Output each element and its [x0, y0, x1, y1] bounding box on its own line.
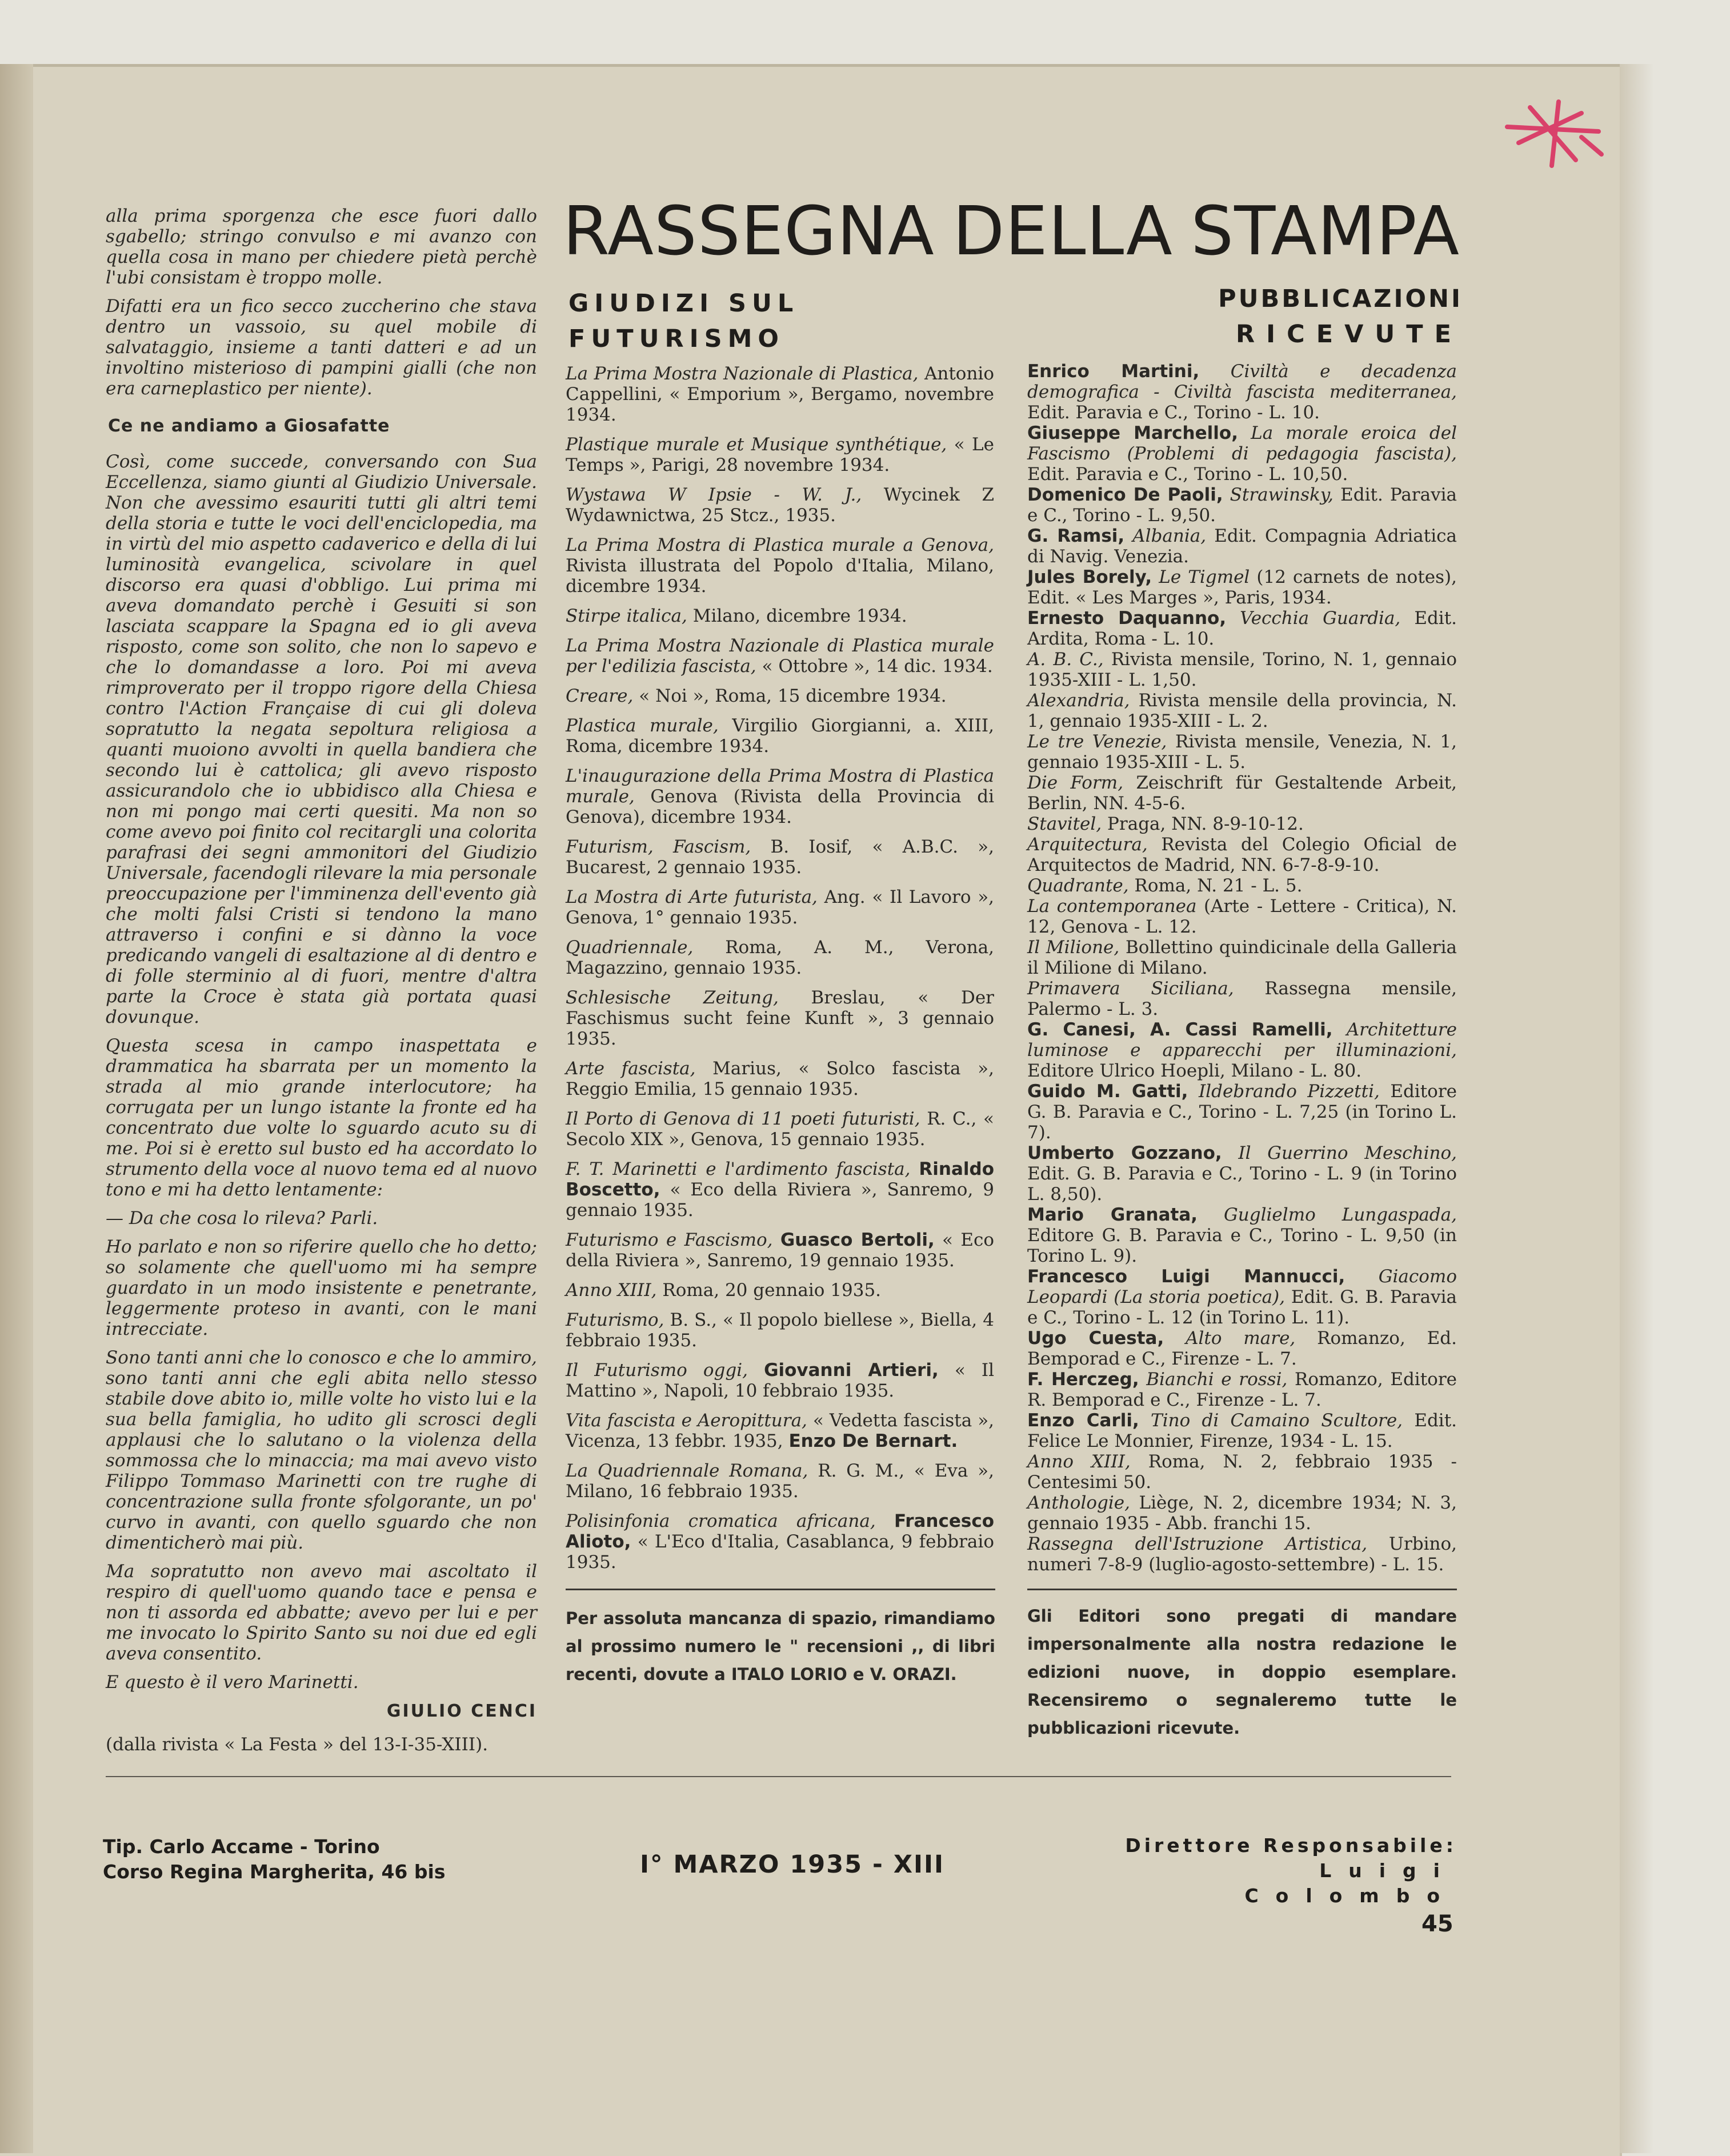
- publication-details: Edit. G. B. Paravia e C., Torino - L. 9 (in Torino L. 8,50).: [1027, 1163, 1457, 1205]
- publication-author: F. Herczeg,: [1027, 1369, 1139, 1390]
- article-subheading: Ce ne andiamo a Giosafatte: [108, 416, 390, 436]
- entry-source: « Ottobre », 14 dic. 1934.: [762, 656, 993, 677]
- asterisk-stamp-icon: [1496, 97, 1610, 171]
- publications-heading-line1: PUBBLICAZIONI: [1218, 285, 1463, 313]
- printer-line2: Corso Regina Margherita, 46 bis: [103, 1861, 446, 1883]
- futurism-entry: [566, 937, 994, 978]
- publication-author: Guido M. Gatti,: [1027, 1081, 1188, 1102]
- entry-source: Virgilio Giorgianni, a. XIII, Roma, dicembre 1934.: [566, 715, 994, 757]
- publication-title: Arquitectura,: [1027, 834, 1148, 855]
- publication-title: Strawinsky,: [1230, 485, 1334, 505]
- futurism-entry: [566, 606, 994, 626]
- futurism-entry: [566, 715, 994, 757]
- entry-title: Plastica murale,: [566, 715, 719, 736]
- entry-source: « Le Temps », Parigi, 28 novembre 1934.: [566, 434, 994, 475]
- publication-details: Bollettino quindicinale della Galleria il Milione di Milano.: [1027, 937, 1457, 978]
- entry-title: La Mostra di Arte futurista,: [566, 887, 818, 907]
- publications-divider: [1027, 1589, 1457, 1590]
- reviews-notice: Per assoluta mancanza di spazio, rimandiamo al prossimo numero le " recensioni ,, di libri recenti, dovute a ITALO LORIO e V. ORAZI.: [566, 1609, 995, 1684]
- futurism-entry: [566, 1461, 994, 1502]
- entry-title: Polisinfonia cromatica africana,: [566, 1511, 876, 1531]
- publication-details: Romanzo, Editore R. Bemporad e C., Firenze - L. 7.: [1027, 1369, 1457, 1410]
- entry-title: La Prima Mostra Nazionale di Plastica murale per l'edilizia fascista,: [566, 635, 994, 677]
- publication-title: Quadrante,: [1027, 875, 1129, 896]
- page-title: [563, 191, 1460, 271]
- entry-title: Futurismo e Fascismo,: [566, 1230, 773, 1250]
- publication-entry: [1027, 1534, 1457, 1575]
- entry-title: Stirpe italica,: [566, 606, 687, 626]
- entry-source: « Eco della Riviera », Sanremo, 19 gennaio 1935.: [566, 1230, 994, 1271]
- publication-title: Tino di Camaino Scultore,: [1151, 1410, 1403, 1431]
- futurism-heading: [568, 286, 799, 357]
- title-word-rassegna: RASSEGNA: [563, 191, 935, 270]
- title-word-stampa: STAMPA: [1191, 191, 1460, 270]
- publication-entry: [1027, 1410, 1457, 1451]
- entry-source: Marius, « Solco fascista », Reggio Emilia, 15 gennaio 1935.: [566, 1058, 994, 1099]
- publication-details: Urbino, numeri 7-8-9 (luglio-agosto-settembre) - L. 15.: [1027, 1534, 1457, 1575]
- publication-entry: [1027, 1328, 1457, 1369]
- article-paragraph: E questo è il vero Marinetti.: [106, 1672, 359, 1693]
- entry-author: Enzo De Bernart.: [788, 1431, 958, 1451]
- article-paragraph: Così, come succede, conversando con Sua Eccellenza, siamo giunti al Giudizio Universale. Non che avessimo esauriti tutti gli altri temi della storia e tutte le voci dell'enciclopedia, ma in virtù del mio aspetto cadaverico e della di lui luminosità evangelica, scivolare in quel discorso era quasi d'obbligo. Lui prima mi aveva domandato perchè i Gesuiti si son lasciata scappare la Spagna ed io gli aveva risposto, come son solito, che non lo sapevo e che lo domandasse a loro. Poi mi aveva rimproverato per il troppo rigore della Chiesa contro l'Action Française di cui gli doleva sopratutto la negata sepoltura religiosa a quanti muoiono avvolti in quella bandiera che secondo lui è cattolica; gli avevo risposto assicurandolo che io ubbidisco alla Chiesa e non mi pongo mai certi quesiti. Ma non so come avevo poi finito col recitargli una colorita parafrasi dei segni ammonitori del Giudizio Universale, facendogli rilevare la mia personale preoccupazione per l'imminenza dell'evento già che molti falsi Cristi si tendono la mano attraverso i confini e si dànno la voce predicando vangeli di esaltazione al di dentro e di folle sterminio al di fuori, mentre d'altra parte la Croce è stata già portata quasi dovunque.: [106, 451, 537, 1027]
- publication-details: (Arte - Lettere - Critica), N. 12, Genova - L. 12.: [1027, 896, 1457, 937]
- paper-shadow: [1620, 64, 1654, 2153]
- publication-entry: [1027, 1081, 1457, 1143]
- publication-details: Rivista mensile, Venezia, N. 1, gennaio 1935-XIII - L. 5.: [1027, 731, 1457, 773]
- publication-details: Editore G. B. Paravia e C., Torino - L. 9,50 (in Torino L. 9).: [1027, 1225, 1457, 1266]
- entry-author: Rinaldo Boscetto,: [566, 1159, 995, 1200]
- entry-source: « Il Mattino », Napoli, 10 febbraio 1935.: [566, 1360, 995, 1401]
- futurism-entry: [566, 837, 994, 878]
- footer-divider: [106, 1776, 1451, 1777]
- entry-title: Il Porto di Genova di 11 poeti futuristi,: [566, 1109, 920, 1129]
- futurism-heading-line1: GIUDIZI SUL: [568, 289, 799, 318]
- article-paragraph: alla prima sporgenza che esce fuori dallo sgabello; stringo convulso e mi avanzo con quella cosa in mano per chiedere pietà perchè l'ubi consistam è troppo molle.: [106, 206, 537, 288]
- futurism-entry: [566, 635, 994, 677]
- publication-entry: [1027, 526, 1457, 567]
- publication-entry: [1027, 1493, 1457, 1534]
- entry-author: Francesco Alioto,: [566, 1511, 994, 1552]
- publication-entry: [1027, 834, 1457, 875]
- publications-heading-line2: RICEVUTE: [1236, 320, 1463, 349]
- publication-entry: [1027, 814, 1457, 834]
- futurism-entry: [566, 363, 994, 425]
- entry-title: Plastique murale et Musique synthétique,: [566, 434, 947, 455]
- publication-author: Enrico Martini,: [1027, 361, 1200, 382]
- publication-title: Primavera Siciliana,: [1027, 978, 1234, 999]
- publication-title: Anno XIII,: [1027, 1451, 1131, 1472]
- publication-title: Il Milione,: [1027, 937, 1120, 958]
- publication-entry: [1027, 485, 1457, 526]
- publications-heading: [1068, 281, 1463, 352]
- publication-details: Editore Ulrico Hoepli, Milano - L. 80.: [1027, 1061, 1362, 1081]
- futurism-entry: [566, 1360, 994, 1401]
- futurism-entry: [566, 1230, 994, 1271]
- publication-details: Revista del Colegio Oficial de Arquitectos de Madrid, NN. 6-7-8-9-10.: [1027, 834, 1457, 875]
- article-paragraph: Difatti era un fico secco zuccherino che stava dentro un vassoio, su quel mobile di salvataggio, insieme a tanti datteri e ad un involtino misterioso di pampini gialli (che non era carneplastico per niente).: [106, 296, 537, 399]
- futurism-entry: [566, 1511, 994, 1573]
- futurism-entry: [566, 686, 994, 706]
- publication-details: Roma, N. 21 - L. 5.: [1134, 875, 1303, 896]
- printer-info: [103, 1834, 457, 1885]
- publication-author: G. Canesi, A. Cassi Ramelli,: [1027, 1019, 1333, 1040]
- publication-entry: [1027, 1369, 1457, 1410]
- publication-author: Ugo Cuesta,: [1027, 1328, 1164, 1349]
- article-paragraph: Ho parlato e non so riferire quello che ho detto; so solamente che quell'uomo mi ha sempre guardato in un modo insistente e penetrante, leggermente proteso in avanti, con le mani intrecciate.: [106, 1237, 537, 1339]
- article-source: (dalla rivista « La Festa » del 13-I-35-XIII).: [106, 1734, 488, 1755]
- publication-entry: [1027, 567, 1457, 608]
- publication-author: Giuseppe Marchello,: [1027, 423, 1238, 443]
- futurism-entry: [566, 987, 994, 1049]
- entry-title: Anno XIII,: [566, 1280, 657, 1301]
- publication-details: Roma, N. 2, febbraio 1935 - Centesimi 50.: [1027, 1451, 1457, 1493]
- entry-title: Il Futurismo oggi,: [566, 1360, 748, 1381]
- issue-date: I° MARZO 1935 - XIII: [640, 1850, 944, 1879]
- entry-title: Futurism, Fascism,: [566, 837, 751, 857]
- publication-author: Domenico De Paoli,: [1027, 485, 1223, 505]
- publication-details: Edit. Felice Le Monnier, Firenze, 1934 - L. 15.: [1027, 1410, 1457, 1451]
- publication-details: Rivista mensile della provincia, N. 1, gennaio 1935-XIII - L. 2.: [1027, 690, 1457, 731]
- entry-source: Antonio Cappellini, « Emporium », Bergamo, novembre 1934.: [566, 363, 994, 425]
- publication-title: Le Tigmel: [1159, 567, 1250, 587]
- entry-title: F. T. Marinetti e l'ardimento fascista,: [566, 1159, 911, 1179]
- publication-title: Vecchia Guardia,: [1240, 608, 1401, 629]
- publication-details: Edit. Paravia e C., Torino - L. 10,50.: [1027, 464, 1348, 485]
- publications-list: [1027, 361, 1457, 1575]
- binding-edge: [0, 64, 33, 2153]
- publication-entry: [1027, 731, 1457, 773]
- entry-source: « Noi », Roma, 15 dicembre 1934.: [639, 686, 947, 706]
- futurism-entry: [566, 1109, 994, 1150]
- entry-source: R. C., « Secolo XIX », Genova, 15 gennaio 1935.: [566, 1109, 994, 1150]
- publication-details: Editore G. B. Paravia e C., Torino - L. 7,25 (in Torino L. 7).: [1027, 1081, 1457, 1143]
- publication-details: Rivista mensile, Torino, N. 1, gennaio 1935-XIII - L. 1,50.: [1027, 649, 1457, 690]
- publication-entry: [1027, 690, 1457, 731]
- futurism-list: [566, 363, 994, 1582]
- publication-details: Praga, NN. 8-9-10-12.: [1107, 814, 1304, 834]
- article-paragraph: Sono tanti anni che lo conosco e che lo ammiro, sono tanti anni che egli abita nello stesso stabile dove abito io, mille volte ho visto lui e la sua bella famiglia, ho udito gli scrosci degli applausi che lo salutano o la violenza della sommossa che lo minaccia; ma mai avevo visto Filippo Tommaso Marinetti con tre rughe di concentrazione sulla fronte sfolgorante, un po' curvo in avanti, con quello sguardo che non dimenticherò mai più.: [106, 1347, 537, 1553]
- publication-entry: [1027, 937, 1457, 978]
- publication-title: Bianchi e rossi,: [1146, 1369, 1288, 1390]
- publication-title: Ildebrando Pizzetti,: [1198, 1081, 1380, 1102]
- page-number: 45: [1421, 1911, 1453, 1937]
- publication-entry: [1027, 1451, 1457, 1493]
- article-paragraph: — Da che cosa lo rileva? Parli.: [106, 1208, 378, 1229]
- publication-entry: [1027, 875, 1457, 896]
- publication-entry: [1027, 361, 1457, 423]
- entry-source: Roma, A. M., Verona, Magazzino, gennaio 1935.: [566, 937, 994, 978]
- publication-entry: [1027, 978, 1457, 1019]
- entry-author: Giovanni Artieri,: [764, 1360, 939, 1381]
- entry-title: Quadriennale,: [566, 937, 694, 958]
- publication-entry: [1027, 1019, 1457, 1081]
- publication-entry: [1027, 773, 1457, 814]
- article-signature: GIULIO CENCI: [386, 1701, 537, 1721]
- publication-details: (12 carnets de notes), Edit. « Les Marges », Paris, 1934.: [1027, 567, 1457, 608]
- publication-title: Die Form,: [1027, 773, 1124, 793]
- entry-source: « L'Eco d'Italia, Casablanca, 9 febbraio 1935.: [566, 1531, 994, 1573]
- publication-title: Architetture luminose e apparecchi per illuminazioni,: [1027, 1019, 1457, 1061]
- entry-source: « Eco della Riviera », Sanremo, 9 gennaio 1935.: [566, 1179, 994, 1221]
- publication-details: Zeischrift für Gestaltende Arbeit, Berlin, NN. 4-5-6.: [1027, 773, 1457, 814]
- publication-details: Romanzo, Ed. Bemporad e C., Firenze - L. 7.: [1027, 1328, 1457, 1369]
- publication-details: Edit. Ardita, Roma - L. 10.: [1027, 608, 1457, 649]
- futurism-entry: [566, 1159, 994, 1221]
- futurism-entry: [566, 766, 994, 827]
- publication-author: G. Ramsi,: [1027, 526, 1125, 546]
- publication-title: Le tre Venezie,: [1027, 731, 1167, 752]
- publication-author: Francesco Luigi Mannucci,: [1027, 1266, 1345, 1287]
- futurism-entry: [566, 887, 994, 928]
- publication-entry: [1027, 1143, 1457, 1205]
- futurism-divider: [566, 1589, 995, 1590]
- entry-title: Wystawa W Ipsie - W. J.,: [566, 485, 862, 505]
- publication-title: Alto mare,: [1186, 1328, 1296, 1349]
- publication-entry: [1027, 896, 1457, 937]
- publication-title: Civiltà e decadenza demografica - Civiltà fascista mediterranea,: [1027, 361, 1457, 402]
- entry-title: La Quadriennale Romana,: [566, 1461, 808, 1481]
- publication-entry: [1027, 1266, 1457, 1328]
- entry-title: Futurismo,: [566, 1310, 664, 1330]
- publication-details: Liège, N. 2, dicembre 1934; N. 3, gennaio 1935 - Abb. franchi 15.: [1027, 1493, 1457, 1534]
- futurism-entry: [566, 1410, 994, 1451]
- entry-source: Ang. « Il Lavoro », Genova, 1° gennaio 1935.: [566, 887, 995, 928]
- entry-title: La Prima Mostra di Plastica murale a Genova,: [566, 535, 994, 555]
- publication-author: Jules Borely,: [1027, 567, 1152, 587]
- publication-title: La morale eroica del Fascismo (Problemi di pedagogia fascista),: [1027, 423, 1457, 464]
- publication-author: Mario Granata,: [1027, 1205, 1198, 1225]
- publication-title: Anthologie,: [1027, 1493, 1130, 1513]
- article-column: [106, 206, 537, 1763]
- entry-title: Vita fascista e Aeropittura,: [566, 1410, 807, 1431]
- publication-author: Enzo Carli,: [1027, 1410, 1139, 1431]
- entry-source: Genova (Rivista della Provincia di Genova), dicembre 1934.: [566, 786, 994, 827]
- article-paragraph: Questa scesa in campo inaspettata e drammatica ha sbarrata per un momento la strada al mio grande interlocutore; ha corrugata per un lungo istante la fronte ed ha concentrato due volte lo sguardo acuto su di me. Poi si è eretto sul busto ed ha accordato lo strumento della voce al nuovo tema ed al nuovo tono e mi ha detto lentamente:: [106, 1035, 537, 1200]
- entry-author: Guasco Bertoli,: [780, 1230, 935, 1250]
- entry-title: La Prima Mostra Nazionale di Plastica,: [566, 363, 919, 384]
- entry-source: Rivista illustrata del Popolo d'Italia, Milano, dicembre 1934.: [566, 555, 994, 597]
- publication-details: Edit. Paravia e C., Torino - L. 9,50.: [1027, 485, 1457, 526]
- publication-title: Alexandria,: [1027, 690, 1130, 711]
- editors-notice: Gli Editori sono pregati di mandare impersonalmente alla nostra redazione le edizioni nuove, in doppio esemplare. Recensiremo o segnaleremo tutte le pubblicazioni ricevute.: [1027, 1606, 1457, 1738]
- publication-author: Umberto Gozzano,: [1027, 1143, 1222, 1163]
- publication-title: La contemporanea: [1027, 896, 1197, 917]
- futurism-heading-line2: FUTURISMO: [568, 325, 784, 353]
- publication-author: Ernesto Daquanno,: [1027, 608, 1227, 629]
- publication-details: Edit. G. B. Paravia e C., Torino - L. 12 (in Torino L. 11).: [1027, 1287, 1457, 1328]
- futurism-entry: [566, 485, 994, 526]
- publication-entry: [1027, 1205, 1457, 1266]
- printer-line1: Tip. Carlo Accame - Torino: [103, 1835, 380, 1858]
- title-word-della: DELLA: [952, 191, 1173, 270]
- publication-title: Il Guerrino Meschino,: [1238, 1143, 1457, 1163]
- publication-title: A. B. C.,: [1027, 649, 1104, 670]
- entry-source: B. S., « Il popolo biellese », Biella, 4 febbraio 1935.: [566, 1310, 995, 1351]
- futurism-entry: [566, 434, 994, 475]
- article-paragraph: Ma sopratutto non avevo mai ascoltato il respiro di quell'uomo quando tace e pensa e non ti assorda ed abbatte; avevo per lui e per me invocato lo Spirito Santo su noi due ed egli aveva consentito.: [106, 1561, 537, 1664]
- director-label: Direttore Responsabile:: [1125, 1834, 1457, 1857]
- entry-source: Wycinek Z Wydawnictwa, 25 Stcz., 1935.: [566, 485, 995, 526]
- publication-title: Giacomo Leopardi (La storia poetica),: [1027, 1266, 1457, 1307]
- publication-details: Edit. Compagnia Adriatica di Navig. Venezia.: [1027, 526, 1457, 567]
- entry-title: L'inaugurazione della Prima Mostra di Plastica murale,: [566, 766, 994, 807]
- entry-source: Breslau, « Der Faschismus sucht feine Kunft », 3 gennaio 1935.: [566, 987, 994, 1049]
- director-name: Luigi Colombo: [1244, 1859, 1457, 1907]
- publication-entry: [1027, 649, 1457, 690]
- futurism-entry: [566, 1058, 994, 1099]
- entry-source: Roma, 20 gennaio 1935.: [662, 1280, 882, 1301]
- futurism-entry: [566, 535, 994, 597]
- entry-source: R. G. M., « Eva », Milano, 16 febbraio 1935.: [566, 1461, 994, 1502]
- publication-title: Albania,: [1132, 526, 1207, 546]
- publication-details: Rassegna mensile, Palermo - L. 3.: [1027, 978, 1457, 1019]
- publication-entry: [1027, 423, 1457, 485]
- director-info: [1114, 1833, 1457, 1909]
- entry-title: Arte fascista,: [566, 1058, 696, 1079]
- futurism-entry: [566, 1310, 994, 1351]
- publication-title: Rassegna dell'Istruzione Artistica,: [1027, 1534, 1368, 1554]
- publication-entry: [1027, 608, 1457, 649]
- publication-title: Guglielmo Lungaspada,: [1224, 1205, 1457, 1225]
- publication-details: Edit. Paravia e C., Torino - L. 10.: [1027, 402, 1320, 423]
- futurism-entry: [566, 1280, 994, 1301]
- entry-source: B. Iosif, « A.B.C. », Bucarest, 2 gennaio 1935.: [566, 837, 995, 878]
- entry-title: Schlesische Zeitung,: [566, 987, 779, 1008]
- entry-title: Creare,: [566, 686, 634, 706]
- entry-source: Milano, dicembre 1934.: [692, 606, 907, 626]
- entry-source: « Vedetta fascista », Vicenza, 13 febbr. 1935,: [566, 1410, 995, 1451]
- publication-title: Stavitel,: [1027, 814, 1102, 834]
